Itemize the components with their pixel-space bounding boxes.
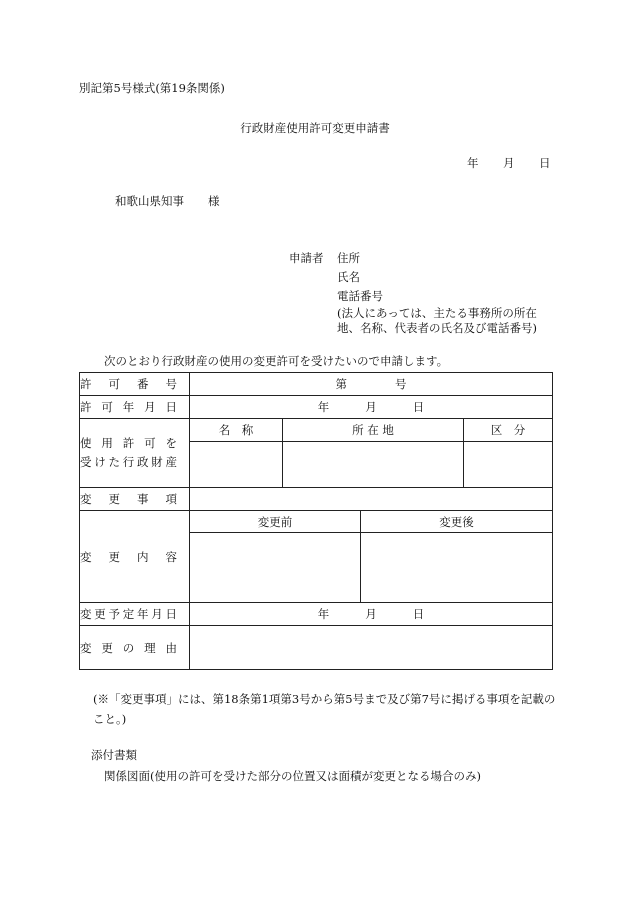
change-before-field[interactable]	[190, 533, 361, 603]
change-content-label: 変 更 内 容	[80, 511, 190, 603]
application-table	[79, 372, 553, 670]
permit-date-value[interactable]: 年 月 日	[190, 396, 553, 419]
application-date	[467, 155, 551, 171]
row-property-header	[80, 419, 553, 442]
change-item-field[interactable]	[190, 488, 553, 511]
row-change-item	[80, 488, 553, 511]
addressee-honorific: 様	[208, 194, 220, 208]
applicant-corp-note-2: 地、名称、代表者の氏名及び電話番号)	[337, 321, 537, 335]
date-month: 月	[503, 156, 515, 170]
change-items-note: (※「変更事項」には、第18条第1項第3号から第5号まで及び第7号に掲げる事項を記載のこと。)	[93, 692, 556, 726]
attachments-title: 添付書類	[91, 748, 137, 762]
addressee-name: 和歌山県知事	[115, 194, 184, 208]
applicant-address-label: 住所	[337, 251, 360, 265]
property-label: 使 用 許 可 を 受 け た 行 政 財 産	[80, 419, 190, 488]
change-after-field[interactable]	[361, 533, 553, 603]
row-change-content-header	[80, 511, 553, 533]
row-permit-date	[80, 396, 553, 419]
reason-field[interactable]	[190, 626, 553, 670]
planned-date-value[interactable]: 年 月 日	[190, 603, 553, 626]
row-planned-date	[80, 603, 553, 626]
attachment-item: 関係図面(使用の許可を受けた部分の位置又は面積が変更となる場合のみ)	[104, 769, 481, 783]
form-number-label: 別記第5号様式(第19条関係)	[79, 81, 225, 95]
property-name-header: 名 称	[190, 419, 283, 442]
permit-number-value[interactable]: 第 号	[190, 373, 553, 396]
intro-text: 次のとおり行政財産の使用の変更許可を受けたいので申請します。	[104, 354, 449, 368]
property-name-field[interactable]	[190, 442, 283, 488]
applicant-label: 申請者	[289, 251, 324, 265]
planned-date-label: 変 更 予 定 年 月 日	[80, 603, 190, 626]
property-location-field[interactable]	[283, 442, 464, 488]
addressee	[115, 193, 220, 209]
date-day: 日	[539, 156, 551, 170]
permit-date-label: 許 可 年 月 日	[80, 396, 190, 419]
change-after-header: 変更後	[361, 511, 553, 533]
property-category-header: 区 分	[464, 419, 553, 442]
row-reason	[80, 626, 553, 670]
property-location-header: 所 在 地	[283, 419, 464, 442]
date-year: 年	[467, 156, 479, 170]
permit-number-label: 許 可 番 号	[80, 373, 190, 396]
document-title: 行政財産使用許可変更申請書	[240, 121, 390, 135]
applicant-corp-note-1: (法人にあっては、主たる事務所の所在	[337, 306, 537, 320]
reason-label: 変 更 の 理 由	[80, 626, 190, 670]
applicant-name-label: 氏名	[337, 270, 360, 284]
row-permit-number	[80, 373, 553, 396]
change-item-label: 変 更 事 項	[80, 488, 190, 511]
applicant-phone-label: 電話番号	[337, 289, 383, 303]
change-before-header: 変更前	[190, 511, 361, 533]
property-category-field[interactable]	[464, 442, 553, 488]
